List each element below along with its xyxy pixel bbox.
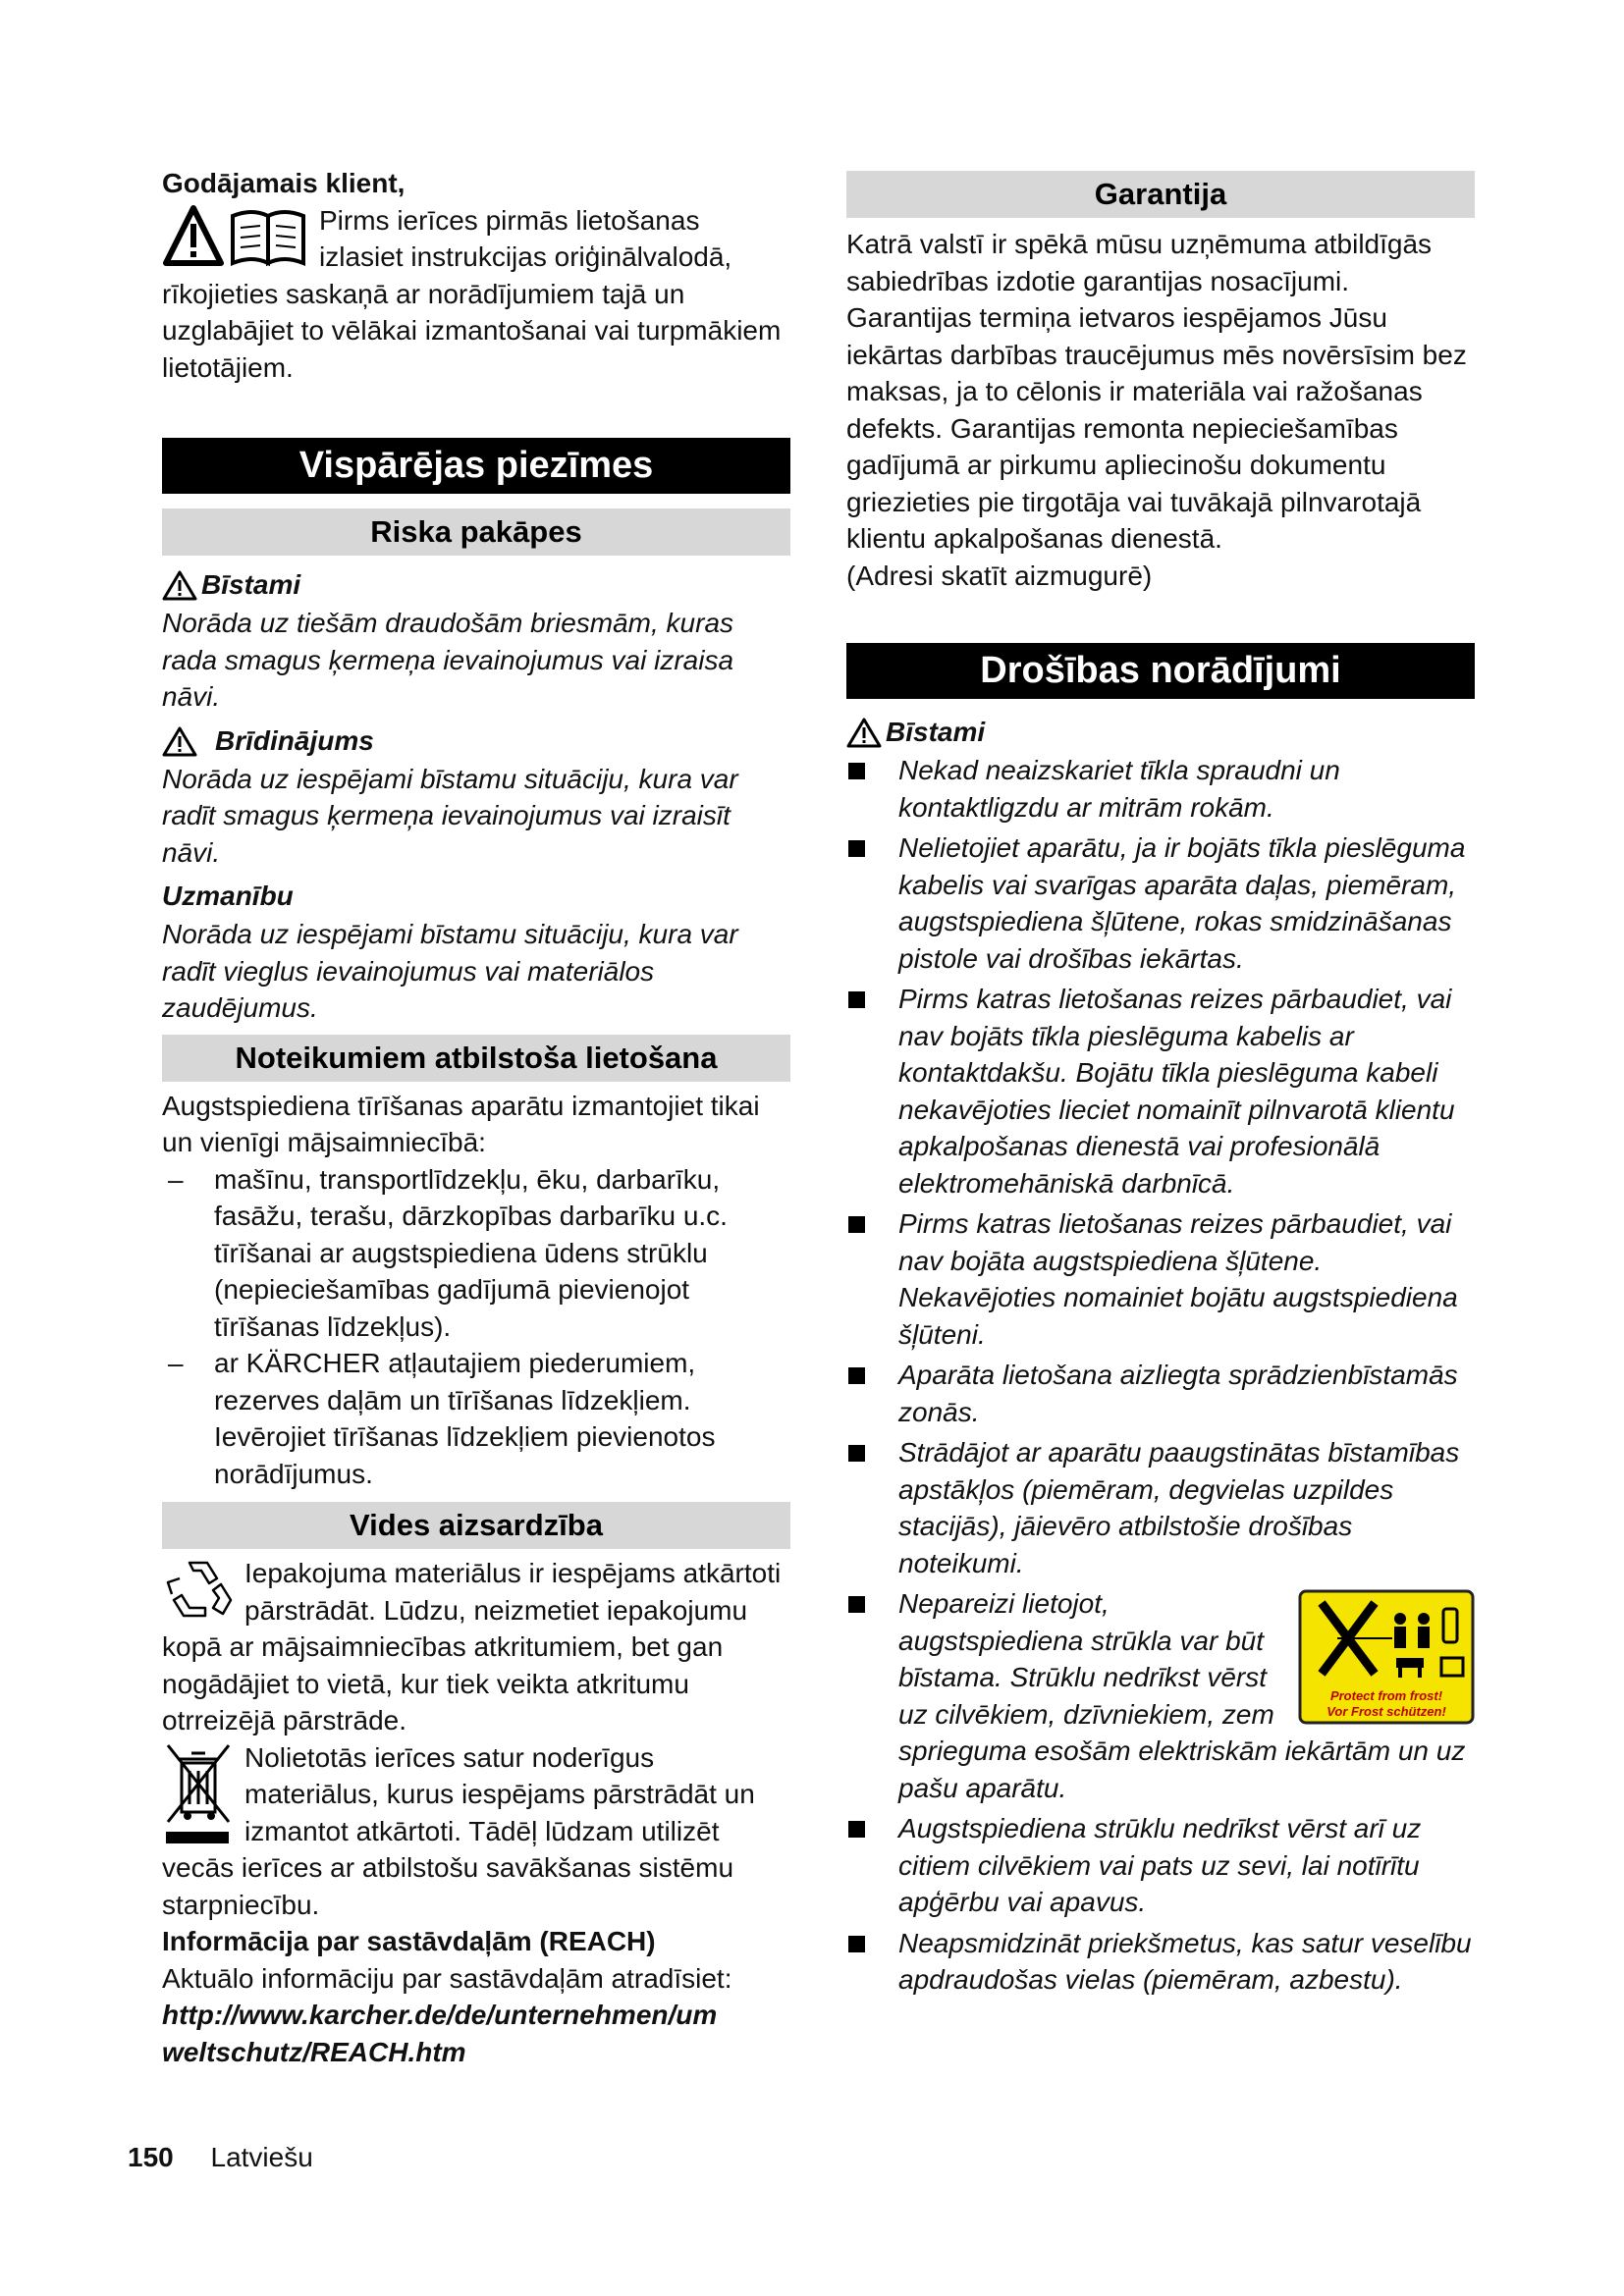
list-item: Augstspiediena strūklu nedrīkst vērst arī uz citiem cilvēkiem vai pats uz sevi, lai notīrītu apģērbu vai apavus. bbox=[846, 1810, 1475, 1921]
intended-use-heading: Noteikumiem atbilstoša lietošana bbox=[162, 1035, 790, 1082]
caution-heading bbox=[162, 877, 790, 916]
risk-levels-heading: Riska pakāpes bbox=[162, 508, 790, 556]
high-pressure-warning-sticker-icon bbox=[1298, 1589, 1475, 1725]
greeting: Godājamais klient, bbox=[162, 168, 406, 198]
reach-text: Aktuālo informāciju par sastāvdaļām atradīsiet: bbox=[162, 1962, 732, 1994]
intended-use-list bbox=[162, 1161, 790, 1493]
page-footer bbox=[128, 2142, 313, 2173]
page-language: Latviešu bbox=[210, 2142, 313, 2172]
svg-text:Vor Frost schützen!: Vor Frost schützen! bbox=[1326, 1704, 1446, 1719]
safety-list bbox=[846, 752, 1475, 1999]
left-column bbox=[162, 165, 790, 2070]
svg-text:Protect from frost!: Protect from frost! bbox=[1329, 1688, 1443, 1703]
list-item: – mašīnu, transportlīdzekļu, ēku, darbarīku, fasāžu, terašu, dārzkopības darbarīku u.c. tīrīšanai ar augstspiediena ūdens strūklu (nepieciešamības gadījumā pievienojot tīrīšanas līdzekļus). bbox=[162, 1161, 790, 1346]
danger-heading bbox=[162, 565, 790, 605]
danger-text: Norāda uz tiešām draudošām briesmām, kuras rada smagus ķermeņa ievainojumus vai izraisa nāvi. bbox=[162, 608, 734, 712]
warranty-heading: Garantija bbox=[846, 171, 1475, 218]
warning-text: Norāda uz iespējami bīstamu situāciju, kura var radīt smagus ķermeņa ievainojumus vai izraisīt nāvi. bbox=[162, 763, 738, 868]
intro-block bbox=[162, 202, 790, 387]
warning-triangle-icon bbox=[846, 717, 882, 748]
intro-text: Pirms ierīces pirmās lietošanas izlasiet instrukcijas oriģinālvalodā, rīkojieties saskaņā ar norādījumiem tajā un uzglabājiet to vēlākai izmantošanai vai turpmākiem lietotājiem. bbox=[162, 204, 782, 383]
safety-danger-label: Bīstami bbox=[886, 717, 986, 747]
warranty-text: Katrā valstī ir spēkā mūsu uzņēmuma atbildīgās sabiedrības izdotie garantijas nosacījumi. Garantijas termiņa ietvaros iespējamos Jūsu iekārtas darbības traucējumus mēs novērsīsim bez maksas, ja to cēlonis ir materiāla vai ražošanas defekts. Garantijas remonta nepieciešamības gadījumā ar pirkumu apliecinošu dokumentu griezieties pie tirgotāja vai tuvākajā pilnvarotajā klientu apkalpošanas dienestā. bbox=[846, 229, 1467, 554]
old-devices-block bbox=[162, 1739, 790, 1924]
environment-heading: Vides aizsardzība bbox=[162, 1502, 790, 1549]
list-item bbox=[846, 1585, 1475, 1806]
reach-heading: Informācija par sastāvdaļām (REACH) bbox=[162, 1926, 656, 1956]
list-item: – ar KÄRCHER atļautajiem piederumiem, rezerves daļām un tīrīšanas līdzekļiem. Ievērojiet tīrīšanas līdzekļiem pievienotos norādījumus. bbox=[162, 1345, 790, 1492]
packaging-block bbox=[162, 1555, 790, 1739]
jet-warning-text: Nepareizi lietojot, augstspiediena strūkla var būt bīstama. Strūklu nedrīkst vērst uz cilvēkiem, dzīvniekiem, zem sprieguma esošām elektriskām iekārtām un uz pašu aparātu. bbox=[898, 1588, 1466, 1803]
warning-triangle-icon bbox=[162, 569, 197, 601]
recycle-icon bbox=[162, 1555, 235, 1620]
reach-link[interactable]: http://www.karcher.de/de/unternehmen/umweltschutz/REACH.htm bbox=[162, 2000, 718, 2067]
warning-heading bbox=[162, 721, 790, 761]
list-item: Pirms katras lietošanas reizes pārbaudiet, vai nav bojāta augstspiediena šļūtene. Nekavējoties nomainiet bojātu augstspiediena šļūteni. bbox=[846, 1205, 1475, 1353]
crossed-bin-icon bbox=[162, 1739, 235, 1847]
right-column bbox=[846, 165, 1475, 2002]
packaging-text: Iepakojuma materiālus ir iespējams atkārtoti pārstrādāt. Lūdzu, neizmetiet iepakojumu kopā ar mājsaimniecības atkritumiem, bet gan nogādājiet to vietā, kur tiek veikta atkritumu otrreizējā pārstrāde. bbox=[162, 1558, 782, 1735]
warning-triangle-icon bbox=[162, 725, 197, 757]
caution-text: Norāda uz iespējami bīstamu situāciju, kura var radīt vieglus ievainojumus vai materiālos zaudējumus. bbox=[162, 919, 738, 1023]
intended-use-intro: Augstspiediena tīrīšanas aparātu izmantojiet tikai un vienīgi mājsaimniecībā: bbox=[162, 1090, 760, 1157]
warranty-address: (Adresi skatīt aizmugurē) bbox=[846, 560, 1153, 591]
warning-label: Brīdinājums bbox=[215, 724, 374, 756]
general-notes-heading: Vispārējas piezīmes bbox=[162, 438, 790, 494]
page-number: 150 bbox=[128, 2142, 174, 2172]
list-item: Nekad neaizskariet tīkla spraudni un kontaktligzdu ar mitrām rokām. bbox=[846, 752, 1475, 826]
safety-heading: Drošības norādījumi bbox=[846, 643, 1475, 699]
warning-manual-icon bbox=[162, 202, 309, 271]
old-devices-text: Nolietotās ierīces satur noderīgus materiālus, kurus iespējams pārstrādāt un izmantot atkārtoti. Tādēļ lūdzam utilizēt vecās ierīces ar atbilstošu savākšanas sistēmu starpniecību. bbox=[162, 1741, 755, 1920]
list-item: Strādājot ar aparātu paaugstinātas bīstamības apstākļos (piemēram, degvielas uzpildes stacijās), jāievēro atbilstošie drošības noteikumi. bbox=[846, 1434, 1475, 1581]
list-item: Nelietojiet aparātu, ja ir bojāts tīkla pieslēguma kabelis vai svarīgas aparāta daļas, piemēram, augstspiediena šļūtene, rokas smidzināšanas pistole vai drošības iekārtas. bbox=[846, 829, 1475, 977]
safety-danger-heading bbox=[846, 713, 1475, 752]
caution-label: Uzmanību bbox=[162, 881, 294, 911]
list-item: Pirms katras lietošanas reizes pārbaudiet, vai nav bojāts tīkla pieslēguma kabelis ar kontaktdakšu. Bojātu tīkla pieslēguma kabeli nekavējoties lieciet nomainīt pilnvarotā klientu apkalpošanas dienestā vai profesionālā elektromehāniskā darbnīcā. bbox=[846, 981, 1475, 1201]
list-item: Neapsmidzināt priekšmetus, kas satur veselību apdraudošas vielas (piemēram, azbestu). bbox=[846, 1925, 1475, 1999]
list-item: Aparāta lietošana aizliegta sprādzienbīstamās zonās. bbox=[846, 1357, 1475, 1430]
danger-label: Bīstami bbox=[201, 569, 301, 600]
